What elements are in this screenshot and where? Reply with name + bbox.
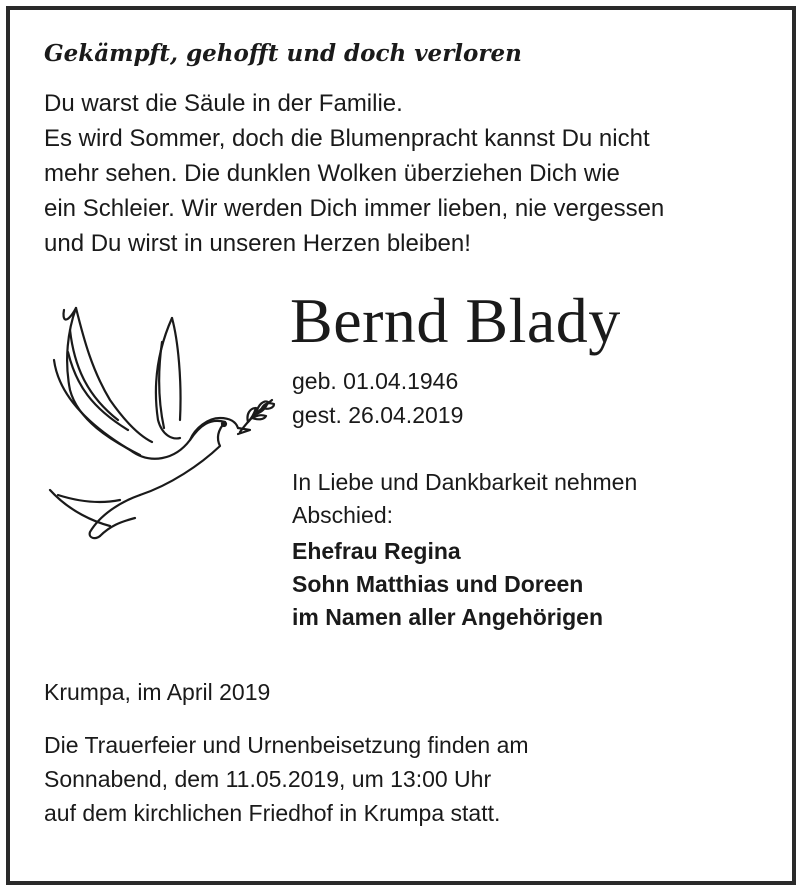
mourner-line: Sohn Matthias und Doreen (292, 571, 584, 597)
deceased-name: Bernd Blady (290, 285, 621, 356)
obituary-heading: Gekämpft, gehofft und doch verloren (44, 40, 522, 67)
place-and-date: Krumpa, im April 2019 (44, 679, 271, 705)
life-dates (292, 364, 463, 432)
service-line: Sonnabend, dem 11.05.2019, um 13:00 Uhr (44, 766, 492, 792)
mourner-line: im Namen aller Angehörigen (292, 604, 603, 630)
intro-line: ein Schleier. Wir werden Dich immer lieben, nie vergessen (44, 195, 665, 222)
service-line: auf dem kirchlichen Friedhof in Krumpa statt. (44, 800, 501, 826)
birth-date: geb. 01.04.1946 (292, 368, 459, 394)
intro-text (44, 86, 664, 261)
dove-with-branch-icon (40, 290, 280, 550)
farewell-line: Abschied: (292, 502, 394, 528)
death-date: gest. 26.04.2019 (292, 402, 464, 428)
intro-line: mehr sehen. Die dunklen Wolken überziehen Dich wie (44, 160, 620, 187)
intro-line: und Du wirst in unseren Herzen bleiben! (44, 230, 471, 257)
mourners-list (292, 535, 603, 634)
intro-line: Du warst die Säule in der Familie. (44, 90, 403, 117)
mourner-line: Ehefrau Regina (292, 538, 461, 564)
funeral-service-info (44, 728, 529, 830)
intro-line: Es wird Sommer, doch die Blumenpracht kannst Du nicht (44, 125, 650, 152)
farewell-text (292, 466, 637, 532)
service-line: Die Trauerfeier und Urnenbeisetzung finden am (44, 732, 529, 758)
farewell-line: In Liebe und Dankbarkeit nehmen (292, 469, 638, 495)
